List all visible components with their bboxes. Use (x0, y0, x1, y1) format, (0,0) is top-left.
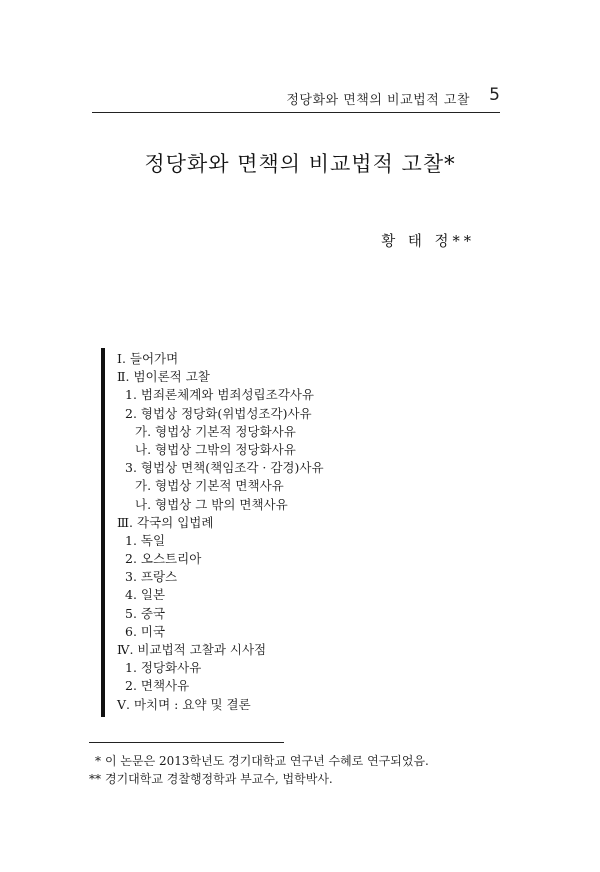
footnote-text: 이 논문은 2013학년도 경기대학교 연구년 수혜로 연구되었음. (105, 754, 429, 768)
toc-item: 2. 오스트리아 (125, 551, 202, 567)
running-header (92, 86, 500, 113)
toc-item: 1. 정당화사유 (125, 660, 202, 676)
footnote-1 (89, 752, 509, 770)
toc-item: 3. 프랑스 (125, 569, 178, 585)
toc-item: Ⅱ. 범이론적 고찰 (117, 369, 210, 385)
toc-item: 나. 형법상 그 밖의 면책사유 (135, 496, 288, 512)
footnote-divider (89, 742, 284, 743)
toc-item: 2. 면책사유 (125, 678, 190, 694)
footnote-text: 경기대학교 경찰행정학과 부교수, 법학박사. (105, 772, 333, 786)
toc-item: 1. 독일 (125, 532, 166, 548)
footnote-mark: ** (89, 772, 101, 786)
toc-item: 나. 형법상 그밖의 정당화사유 (135, 441, 296, 457)
page-number: 5 (489, 85, 500, 105)
author-name: 황 태 정** (381, 234, 475, 250)
toc-item: Ⅲ. 각국의 입법례 (117, 514, 214, 530)
running-title: 정당화와 면책의 비교법적 고찰 (286, 93, 470, 108)
toc-item: 4. 일본 (125, 587, 166, 603)
toc-item: 5. 중국 (125, 605, 166, 621)
footnotes (89, 752, 509, 788)
toc-item: Ⅰ. 들어가며 (117, 351, 179, 366)
table-of-contents (101, 348, 417, 717)
toc-item: 가. 형법상 기본적 정당화사유 (135, 423, 296, 439)
toc-item: 2. 형법상 정당화(위법성조각)사유 (125, 405, 312, 421)
paper-title: 정당화와 면책의 비교법적 고찰* (144, 152, 456, 176)
toc-item: 3. 형법상 면책(책임조각 · 감경)사유 (125, 460, 324, 476)
toc-item: 1. 범죄론체계와 범죄성립조각사유 (125, 387, 314, 403)
toc-item: Ⅴ. 마치며 : 요약 및 결론 (117, 696, 251, 712)
footnote-mark: * (95, 754, 101, 768)
toc-item: Ⅳ. 비교법적 고찰과 시사점 (117, 642, 267, 657)
toc-item: 6. 미국 (125, 623, 166, 639)
toc-item: 가. 형법상 기본적 면책사유 (135, 478, 284, 494)
footnote-2 (89, 770, 509, 788)
